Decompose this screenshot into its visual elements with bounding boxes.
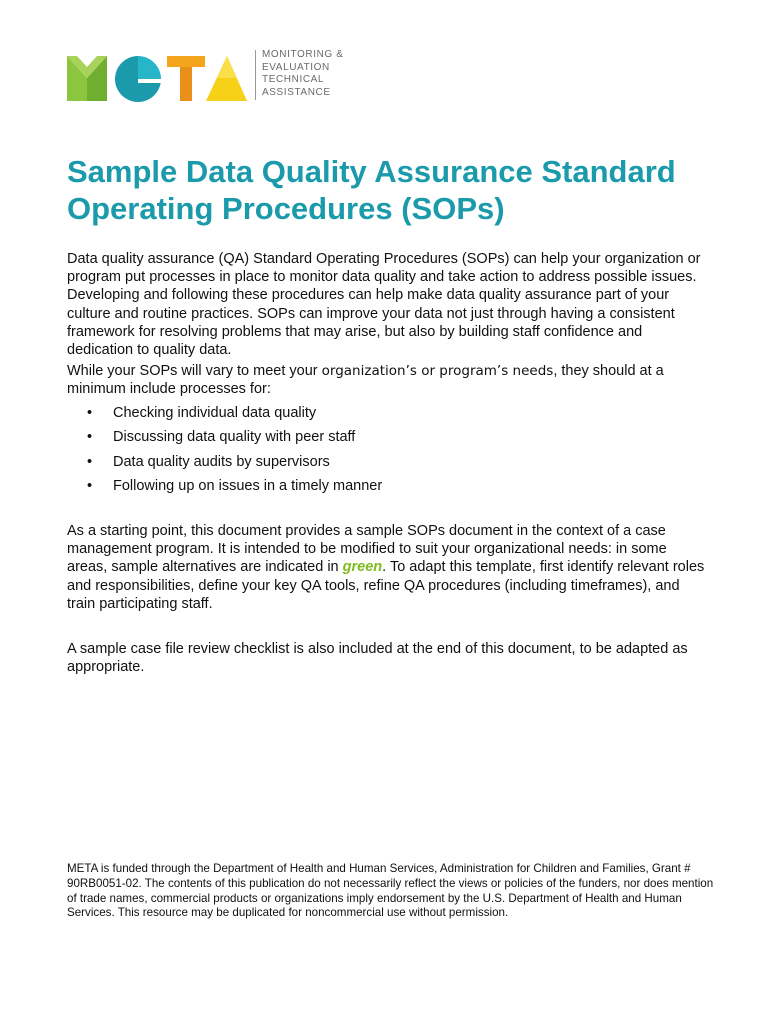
intro-paragraph: Data quality assurance (QA) Standard Operating Procedures (SOPs) can help your organization or program put processes in place to monitor data quality and take action to address possible issues. Developing and following these procedures can help make data quality assurance part of your culture and routine practices. SOPs can improve your data not just through having a consistent framework for resolving problems that may arise, but also by building staff confidence and dedication to quality data. <box>67 251 701 359</box>
list-item <box>67 404 667 428</box>
logo-tagline-line: TECHNICAL <box>262 74 325 85</box>
list-item-text: Following up on issues in a timely manner <box>113 477 383 494</box>
list-item-text: Data quality audits by supervisors <box>113 453 330 470</box>
vary-text-before: While your SOPs will vary to meet your <box>67 363 322 379</box>
checklist-note: A sample case file review checklist is also included at the end of this document, to be adapted as appropriate. <box>67 641 688 676</box>
process-list <box>67 404 667 501</box>
list-item <box>67 428 667 452</box>
logo-divider <box>255 50 256 100</box>
funding-disclaimer: META is funded through the Department of Health and Human Services, Administration for Children and Families, Grant # 90RB0051-02. The contents of this publication do not necessarily reflect the views or policies of the funders, nor does mention of trade names, commercial products or organizations imply endorsement by the U.S. Department of Health and Human Services. This resource may be duplicated for noncommercial use without permission. <box>67 862 714 920</box>
logo-tagline-line: EVALUATION <box>262 61 330 73</box>
page-title: Sample Data Quality Assurance Standard Operating Procedures (SOPs) <box>67 154 676 226</box>
green-highlight: green <box>342 559 383 576</box>
starting-point-paragraph <box>67 522 707 613</box>
bullet-marker: • <box>87 429 93 446</box>
list-item-text: Discussing data quality with peer staff <box>113 429 356 446</box>
list-item <box>67 453 667 477</box>
meta-logo <box>67 48 357 104</box>
list-item <box>67 477 667 501</box>
logo-tagline-line: ASSISTANCE <box>262 86 331 98</box>
starting-point-text-before: As a starting point, this document provides a sample SOPs document in the context of a case management program. It is intended to be modified to suit your organizational needs: in some areas, sample alternatives are indicated in <box>67 523 667 576</box>
vary-text-emphasis: organization’s or program’s needs <box>321 363 554 379</box>
bullet-marker: • <box>87 477 93 494</box>
logo-tagline-line: MONITORING & <box>262 49 344 60</box>
bullet-marker: • <box>87 405 93 421</box>
vary-text-after: , they should at a minimum include processes for: <box>67 363 664 398</box>
vary-paragraph <box>67 362 707 398</box>
bullet-marker: • <box>87 453 93 470</box>
logo-tagline <box>262 49 343 99</box>
list-item-text: Checking individual data quality <box>113 405 317 421</box>
starting-point-text-after: . To adapt this template, first identify relevant roles and responsibilities, define your key QA tools, refine QA procedures (including timeframes), and train participating staff. <box>67 559 705 612</box>
meta-logo-mark <box>67 48 247 102</box>
